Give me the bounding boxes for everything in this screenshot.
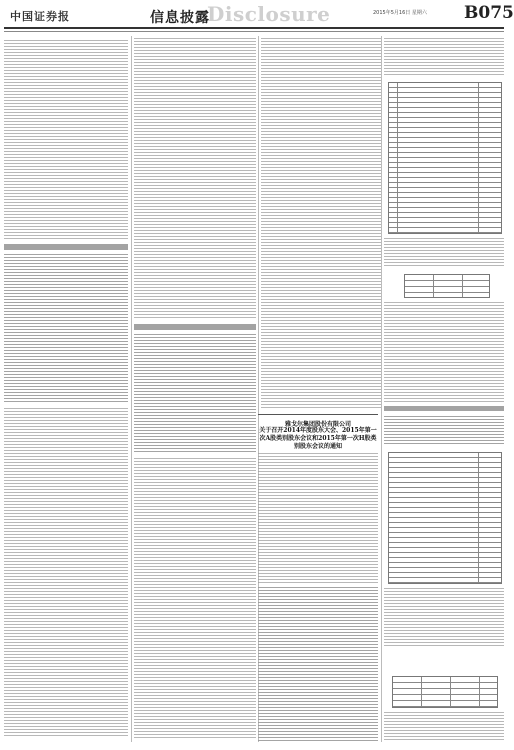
resolution-table xyxy=(388,82,502,234)
column-divider xyxy=(381,36,382,742)
article-text-block xyxy=(134,334,256,454)
header-rule-thick xyxy=(4,27,504,29)
article-text-block xyxy=(134,458,256,740)
meeting-notice xyxy=(258,414,378,745)
column-1 xyxy=(4,36,128,744)
resolution-table xyxy=(388,452,502,584)
section-title: 信息披露 xyxy=(150,10,210,26)
article-heading xyxy=(384,406,504,411)
article-text-block xyxy=(384,302,504,402)
article-text-block xyxy=(384,416,504,446)
newspaper-name: 中国证券报 xyxy=(10,10,70,23)
article-text-block xyxy=(384,38,504,76)
registration-form-table xyxy=(392,676,498,708)
column-4 xyxy=(384,36,504,744)
column-3 xyxy=(261,36,381,410)
notice-title: 关于召开2014年度股东大会、2015年第一次A股类别股东会议和2015年第一次H股类别股东会议的通知 xyxy=(259,427,377,450)
article-text-block xyxy=(134,38,256,318)
notice-company-name: 雅戈尔集团股份有限公司 xyxy=(284,421,351,428)
article-text-block xyxy=(384,238,504,268)
notice-text-block xyxy=(258,453,378,583)
column-2 xyxy=(134,36,256,744)
page-number: B075 xyxy=(464,3,514,23)
vote-table xyxy=(404,274,490,298)
notice-agenda-list xyxy=(258,587,378,742)
article-heading xyxy=(4,244,128,250)
section-title-english: Disclosure xyxy=(207,2,331,26)
header-rule-thin xyxy=(4,31,504,32)
article-text-block xyxy=(261,38,381,408)
column-divider xyxy=(131,36,132,742)
masthead xyxy=(0,0,514,30)
article-heading xyxy=(134,324,256,330)
publication-date: 2015年5月16日 星期六 xyxy=(373,10,427,16)
article-text-block xyxy=(4,408,128,738)
article-text-block xyxy=(4,254,128,404)
article-text-block xyxy=(4,40,128,240)
article-text-block xyxy=(384,712,504,740)
article-text-block xyxy=(384,588,504,648)
